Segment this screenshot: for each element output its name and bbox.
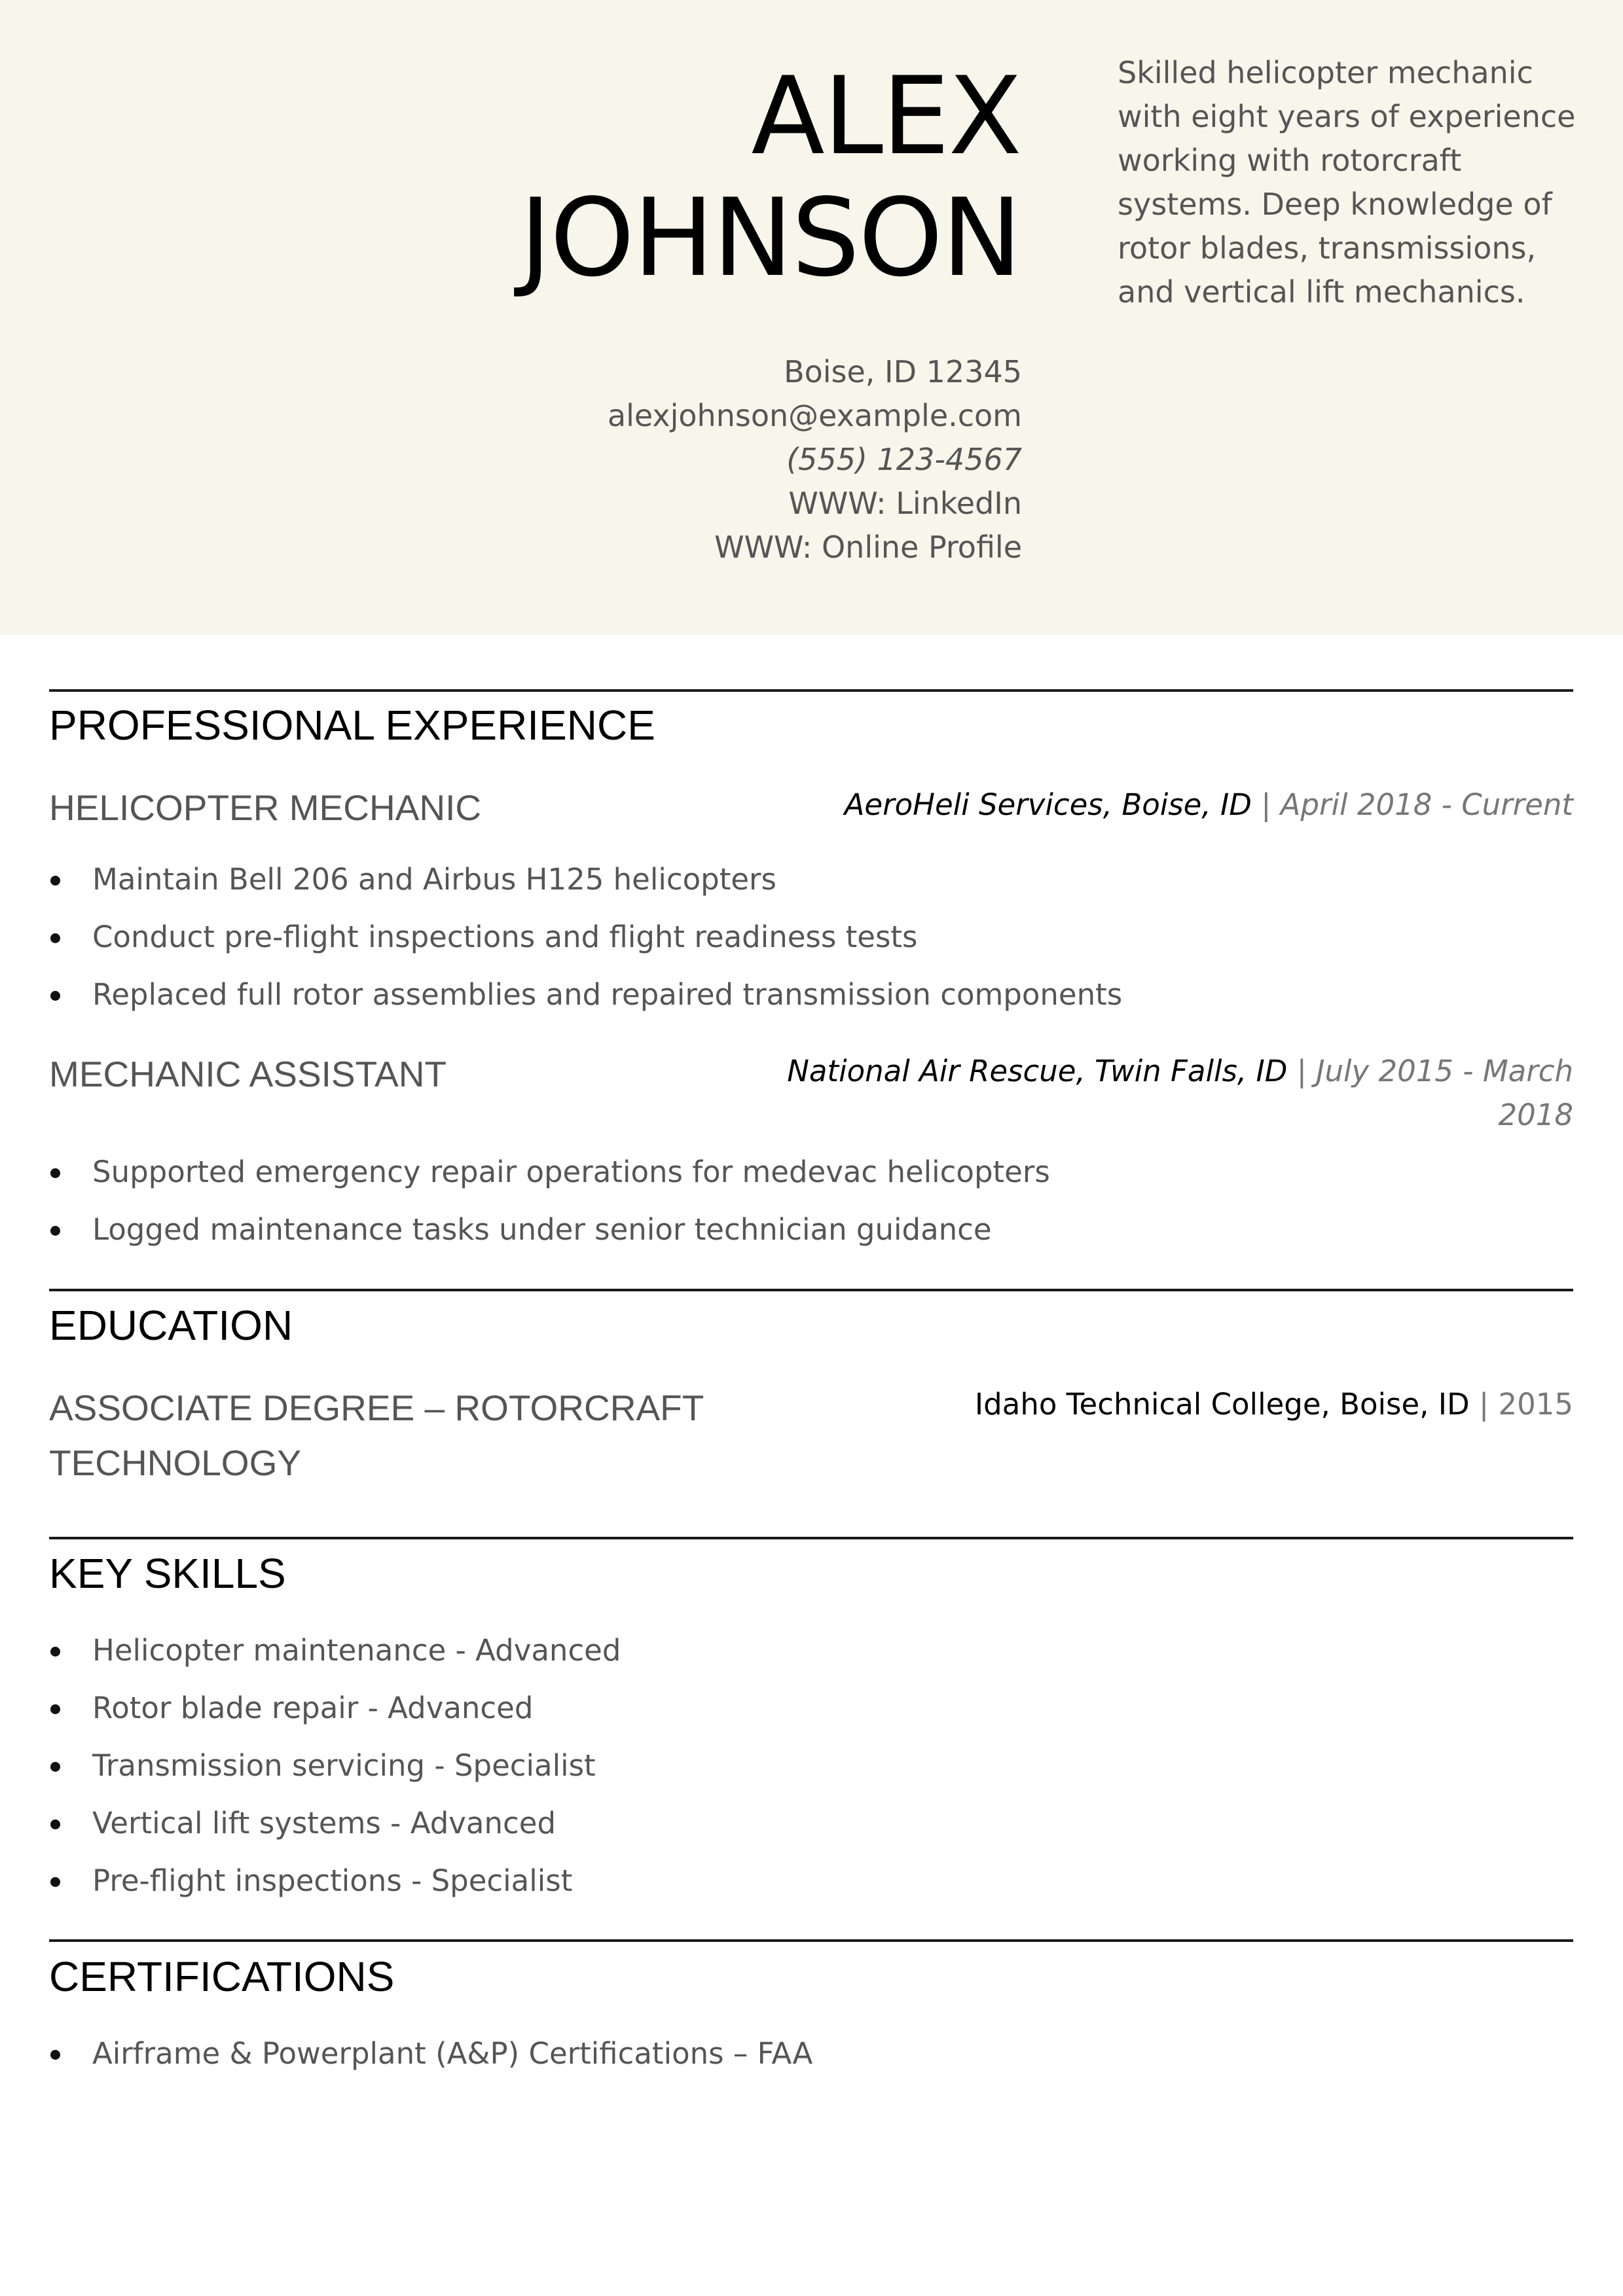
list-item: Maintain Bell 206 and Airbus H125 helicopters (49, 851, 1555, 908)
email-link[interactable]: alexjohnson@example.com (607, 398, 1022, 433)
job-meta (845, 783, 1573, 827)
section-divider (49, 1537, 1573, 1539)
online-profile-link[interactable]: WWW: Online Profile (714, 529, 1022, 565)
skills-list (49, 1622, 1555, 1910)
list-item: Rotor blade repair - Advanced (49, 1679, 1555, 1737)
meta-separator: | (1287, 1054, 1317, 1088)
professional-summary: Skilled helicopter mechanic with eight years of experience working with rotorcraft systems. Deep knowledge of rotor blades, transmissions, and vertical lift mechanics. (1118, 55, 1576, 310)
education-heading: EDUCATION (49, 1302, 293, 1349)
job-dates: April 2018 - Current (1280, 787, 1573, 822)
degree-line: ASSOCIATE DEGREE – ROTORCRAFT (49, 1388, 704, 1428)
job-bullets (49, 851, 1555, 1024)
job-title: MECHANIC ASSISTANT (49, 1054, 447, 1094)
section-divider (49, 1289, 1573, 1291)
job-organization: National Air Rescue, Twin Falls, ID (787, 1054, 1288, 1088)
school-name: Idaho Technical College, Boise, ID (974, 1387, 1470, 1422)
candidate-name (520, 56, 1021, 299)
list-item: Helicopter maintenance - Advanced (49, 1622, 1555, 1679)
job-meta (787, 1049, 1573, 1137)
degree-line: TECHNOLOGY (49, 1443, 302, 1483)
section-divider (49, 689, 1573, 692)
list-item: Transmission servicing - Specialist (49, 1737, 1555, 1795)
job-dates-cont: 2018 (1498, 1098, 1573, 1132)
linkedin-link[interactable]: WWW: LinkedIn (788, 486, 1022, 521)
list-item: Supported emergency repair operations for medevac helicopters (49, 1143, 1555, 1201)
education-meta (975, 1382, 1573, 1426)
list-item: Vertical lift systems - Advanced (49, 1795, 1555, 1852)
last-name: JOHNSON (519, 175, 1021, 300)
certifications-list (49, 2025, 1555, 2083)
degree-title (49, 1380, 704, 1490)
contact-block (608, 350, 1022, 569)
list-item: Conduct pre-flight inspections and flight readiness tests (49, 908, 1555, 966)
job-title: HELICOPTER MECHANIC (49, 787, 482, 828)
job-bullets (49, 1143, 1555, 1259)
certifications-heading: CERTIFICATIONS (49, 1953, 395, 2000)
first-name: ALEX (751, 54, 1021, 179)
meta-separator: | (1251, 787, 1281, 822)
meta-separator: | (1469, 1387, 1499, 1422)
section-divider (49, 1939, 1573, 1942)
experience-heading: PROFESSIONAL EXPERIENCE (49, 702, 655, 749)
job-organization: AeroHeli Services, Boise, ID (844, 787, 1252, 822)
list-item: Airframe & Powerplant (A&P) Certifications – FAA (49, 2025, 1555, 2083)
list-item: Replaced full rotor assemblies and repaired transmission components (49, 966, 1555, 1024)
job-dates: July 2015 - March (1316, 1054, 1573, 1088)
phone: (555) 123-4567 (786, 442, 1022, 477)
list-item: Pre-flight inspections - Specialist (49, 1852, 1555, 1910)
graduation-year: 2015 (1498, 1387, 1573, 1422)
skills-heading: KEY SKILLS (49, 1550, 286, 1597)
list-item: Logged maintenance tasks under senior technician guidance (49, 1201, 1555, 1259)
address: Boise, ID 12345 (784, 354, 1022, 389)
